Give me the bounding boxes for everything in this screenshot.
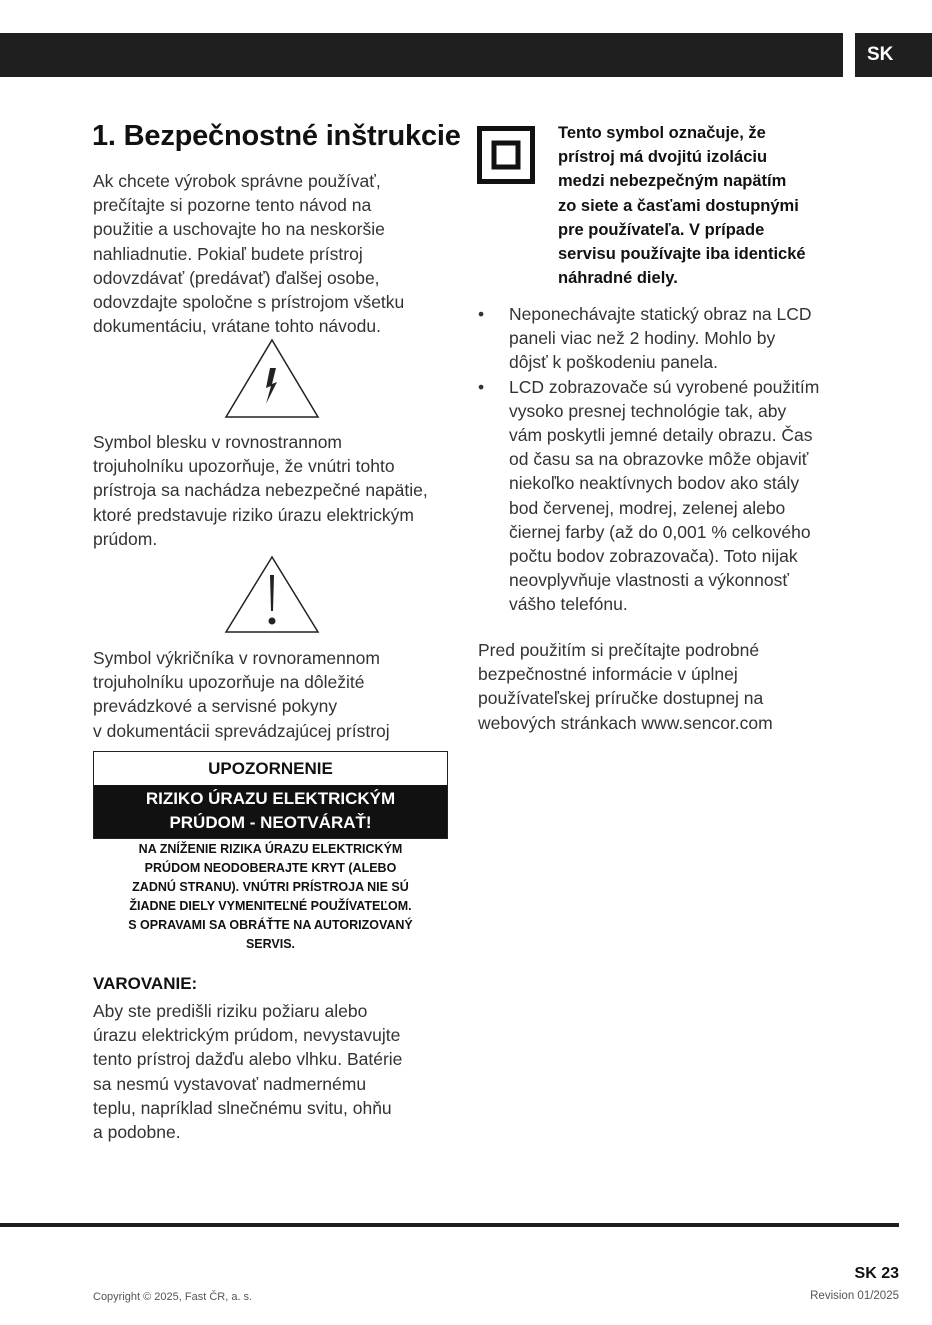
warning-paragraph: Aby ste predišli riziku požiaru alebo úrazu elektrickým prúdom, nevystavujte tento prístroj dažďu alebo vlhku. Batérie sa nesmú vystavovať nadmernému teplu, napríklad slnečnému svitu, ohňu a podobne. bbox=[93, 1001, 403, 1143]
double-insulation-icon bbox=[477, 126, 535, 184]
caution-shock-warning: RIZIKO ÚRAZU ELEKTRICKÝM PRÚDOM - NEOTVÁRAŤ! bbox=[94, 785, 447, 838]
header-bar bbox=[0, 33, 843, 77]
bullet-text: Neponechávajte statický obraz na LCD paneli viac než 2 hodiny. Mohlo by dôjsť k poškodeniu panela. bbox=[509, 304, 812, 373]
page-number: SK 23 bbox=[854, 1265, 899, 1282]
caution-box bbox=[93, 751, 448, 839]
before-use-paragraph: Pred použitím si prečítajte podrobné bezpečnostné informácie v úplnej používateľskej príručke dostupnej na webových stránkach www.sencor.com bbox=[478, 640, 773, 733]
bullet-marker: • bbox=[478, 304, 485, 324]
bolt-symbol-description: Symbol blesku v rovnostrannom trojuholníku upozorňuje, že vnútri tohto prístroja sa nachádza nebezpečné napätie, ktoré predstavuje riziko úrazu elektrickým prúdom. bbox=[93, 432, 428, 549]
language-tab: SK bbox=[855, 33, 932, 77]
list-item bbox=[478, 375, 838, 617]
intro-paragraph: Ak chcete výrobok správne používať, prečítajte si pozorne tento návod na použitie a uschovajte ho na neskoršie nahliadnutie. Pokiaľ budete prístroj odovzdávať (predávať) ďalšej osobe, odovzdajte spoločne s prístrojom všetku dokumentáciu, vrátane tohto návodu. bbox=[93, 171, 405, 337]
copyright: Copyright © 2025, Fast ČR, a. s. bbox=[93, 1291, 253, 1303]
double-insulation-description: Tento symbol označuje, že prístroj má dvojitú izoláciu medzi nebezpečným napätím zo siete a časťami dostupnými pre používateľa. V prípade servisu používajte iba identické náhradné diely. bbox=[558, 124, 806, 288]
warning-heading: VAROVANIE: bbox=[93, 974, 198, 993]
safety-bullet-list bbox=[478, 302, 838, 617]
revision: Revision 01/2025 bbox=[810, 1290, 899, 1302]
bullet-text: LCD zobrazovače sú vyrobené použitím vysoko presnej technológie tak, aby vám poskytli jemné detaily obrazu. Čas od času sa na obrazovke môže objaviť niekoľko neaktívnych bodov ako stály bod červenej, modrej, zelenej alebo čiernej farby (až do 0,001 % celkového počtu bodov zobrazovača). Toto nijak neovplyvňuje vlastnosti a výkonnosť vášho telefónu. bbox=[509, 376, 820, 615]
caution-note: NA ZNÍŽENIE RIZIKA ÚRAZU ELEKTRICKÝM PRÚDOM NEODOBERAJTE KRYT (ALEBO ZADNÚ STRANU). VNÚTRI PRÍSTROJA NIE SÚ ŽIADNE DIELY VYMENITEĽNÉ POUŽÍVATEĽOM. S OPRAVAMI SA OBRÁŤTE NA AUTORIZOVANÝ SERVIS. bbox=[128, 842, 413, 951]
page-title: 1. Bezpečnostné inštrukcie bbox=[92, 120, 461, 152]
lightning-triangle-icon bbox=[224, 338, 320, 420]
list-item bbox=[478, 302, 838, 375]
exclamation-symbol-description: Symbol výkričníka v rovnoramennom trojuholníku upozorňuje na dôležité prevádzkové a servisné pokyny v dokumentácii sprevádzajúcej prístroj bbox=[93, 648, 390, 741]
caution-heading: UPOZORNENIE bbox=[208, 759, 333, 778]
bullet-marker: • bbox=[478, 376, 485, 397]
exclamation-triangle-icon bbox=[224, 555, 320, 635]
footer-rule bbox=[0, 1223, 899, 1227]
